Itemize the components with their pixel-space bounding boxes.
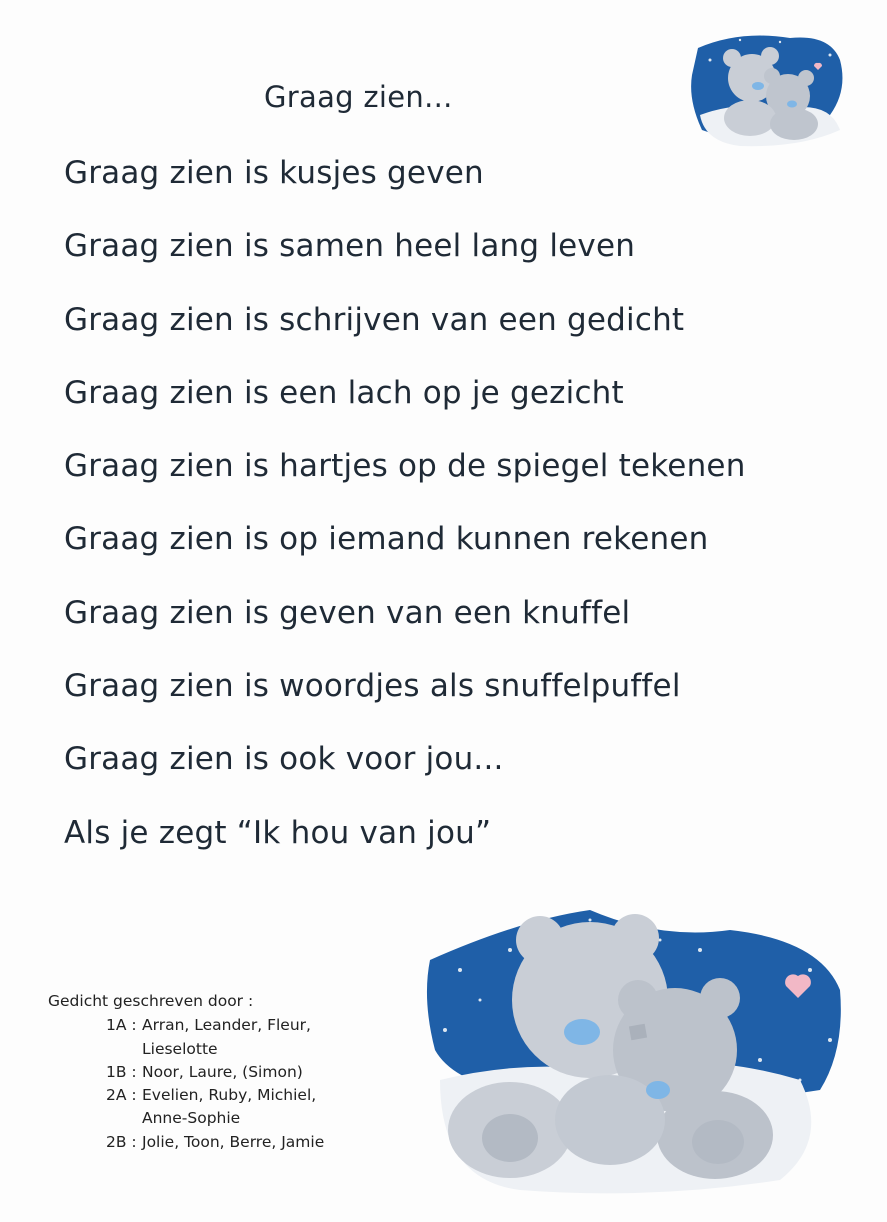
poem-line: Als je zegt “Ik hou van jou” bbox=[64, 814, 492, 851]
class-label: 1A : bbox=[106, 1016, 137, 1035]
poem-line: Graag zien is kusjes geven bbox=[64, 155, 484, 191]
student-names: Noor, Laure, (Simon) bbox=[142, 1062, 303, 1081]
class-label: 2B : bbox=[106, 1132, 137, 1151]
credits bbox=[48, 990, 332, 1154]
poem-title: Graag zien... bbox=[264, 80, 453, 114]
credits-group bbox=[48, 1131, 332, 1154]
poem-line: Graag zien is op iemand kunnen rekenen bbox=[64, 521, 709, 558]
student-names: Jolie, Toon, Berre, Jamie bbox=[142, 1132, 325, 1151]
poem-body bbox=[64, 150, 824, 883]
class-label: 2A : bbox=[106, 1086, 137, 1105]
teddy-bears-large-icon bbox=[400, 880, 850, 1210]
poem-line: Graag zien is hartjes op de spiegel tekenen bbox=[64, 448, 746, 485]
student-names: Arran, Leander, Fleur, Lieselotte bbox=[142, 1016, 311, 1058]
credits-group bbox=[48, 1014, 332, 1061]
poem-line: Graag zien is schrijven van een gedicht bbox=[64, 301, 685, 338]
poem-line: Graag zien is woordjes als snuffelpuffel bbox=[64, 668, 681, 705]
poem-line: Graag zien is geven van een knuffel bbox=[64, 594, 631, 631]
poem-line: Graag zien is een lach op je gezicht bbox=[64, 374, 624, 411]
credits-heading: Gedicht geschreven door : bbox=[48, 992, 254, 1010]
poem-line: Graag zien is samen heel lang leven bbox=[64, 228, 636, 265]
class-label: 1B : bbox=[106, 1062, 137, 1081]
poem-line: Graag zien is ook voor jou... bbox=[64, 741, 504, 778]
student-names: Evelien, Ruby, Michiel, Anne-Sophie bbox=[142, 1086, 317, 1128]
credits-group bbox=[48, 1084, 332, 1131]
teddy-bears-small-icon bbox=[680, 20, 850, 150]
credits-group bbox=[48, 1061, 332, 1084]
